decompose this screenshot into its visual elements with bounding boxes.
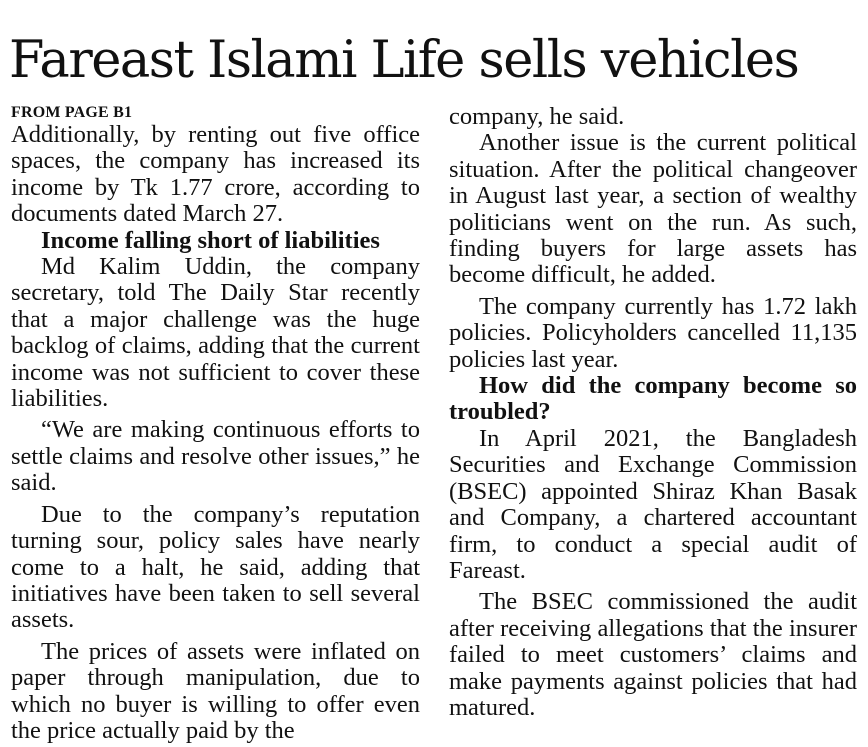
paragraph: Additionally, by renting out five office spaces, the company has increased its income by Tk 1.77 crore, according to documents dated March 27. xyxy=(11,121,420,228)
paragraph: The company currently has 1.72 lakh policies. Policyholders cancelled 11,135 policies last year. xyxy=(449,292,857,373)
paragraph: In April 2021, the Bangladesh Securities and Exchange Commission (BSEC) appointed Shiraz Khan Basak and Company, a chartered accountant firm, to conduct a special audit of Fareast. xyxy=(449,424,857,584)
paragraph: “We are making continuous efforts to settle claims and resolve other issues,” he said. xyxy=(11,416,420,497)
continuation-kicker: FROM PAGE B1 xyxy=(11,104,133,121)
paragraph: Another issue is the current political situation. After the political changeover in August last year, a section of wealthy politicians went on the run. As such, finding buyers for large assets has become difficult, he added. xyxy=(449,129,857,289)
paragraph: The prices of assets were inflated on paper through manipulation, due to which no buyer is willing to offer even the price actually paid by the xyxy=(11,637,420,744)
paragraph: Due to the company’s reputation turning sour, policy sales have nearly come to a halt, he said, adding that initiatives have been taken to sell several assets. xyxy=(11,500,420,634)
paragraph: Md Kalim Uddin, the company secretary, told The Daily Star recently that a major challenge was the huge backlog of claims, adding that the current income was not sufficient to cover these liabilities. xyxy=(11,253,420,413)
subheading: How did the company become so troubled? xyxy=(449,372,857,426)
paragraph: company, he said. xyxy=(449,103,625,130)
headline: Fareast Islami Life sells vehicles xyxy=(9,31,799,90)
article-column-left xyxy=(11,104,420,744)
article-column-right xyxy=(449,104,857,721)
subheading: Income falling short of liabilities xyxy=(41,226,380,254)
paragraph: The BSEC commissioned the audit after receiving allegations that the insurer failed to meet customers’ claims and make payments against policies that had matured. xyxy=(449,588,857,721)
